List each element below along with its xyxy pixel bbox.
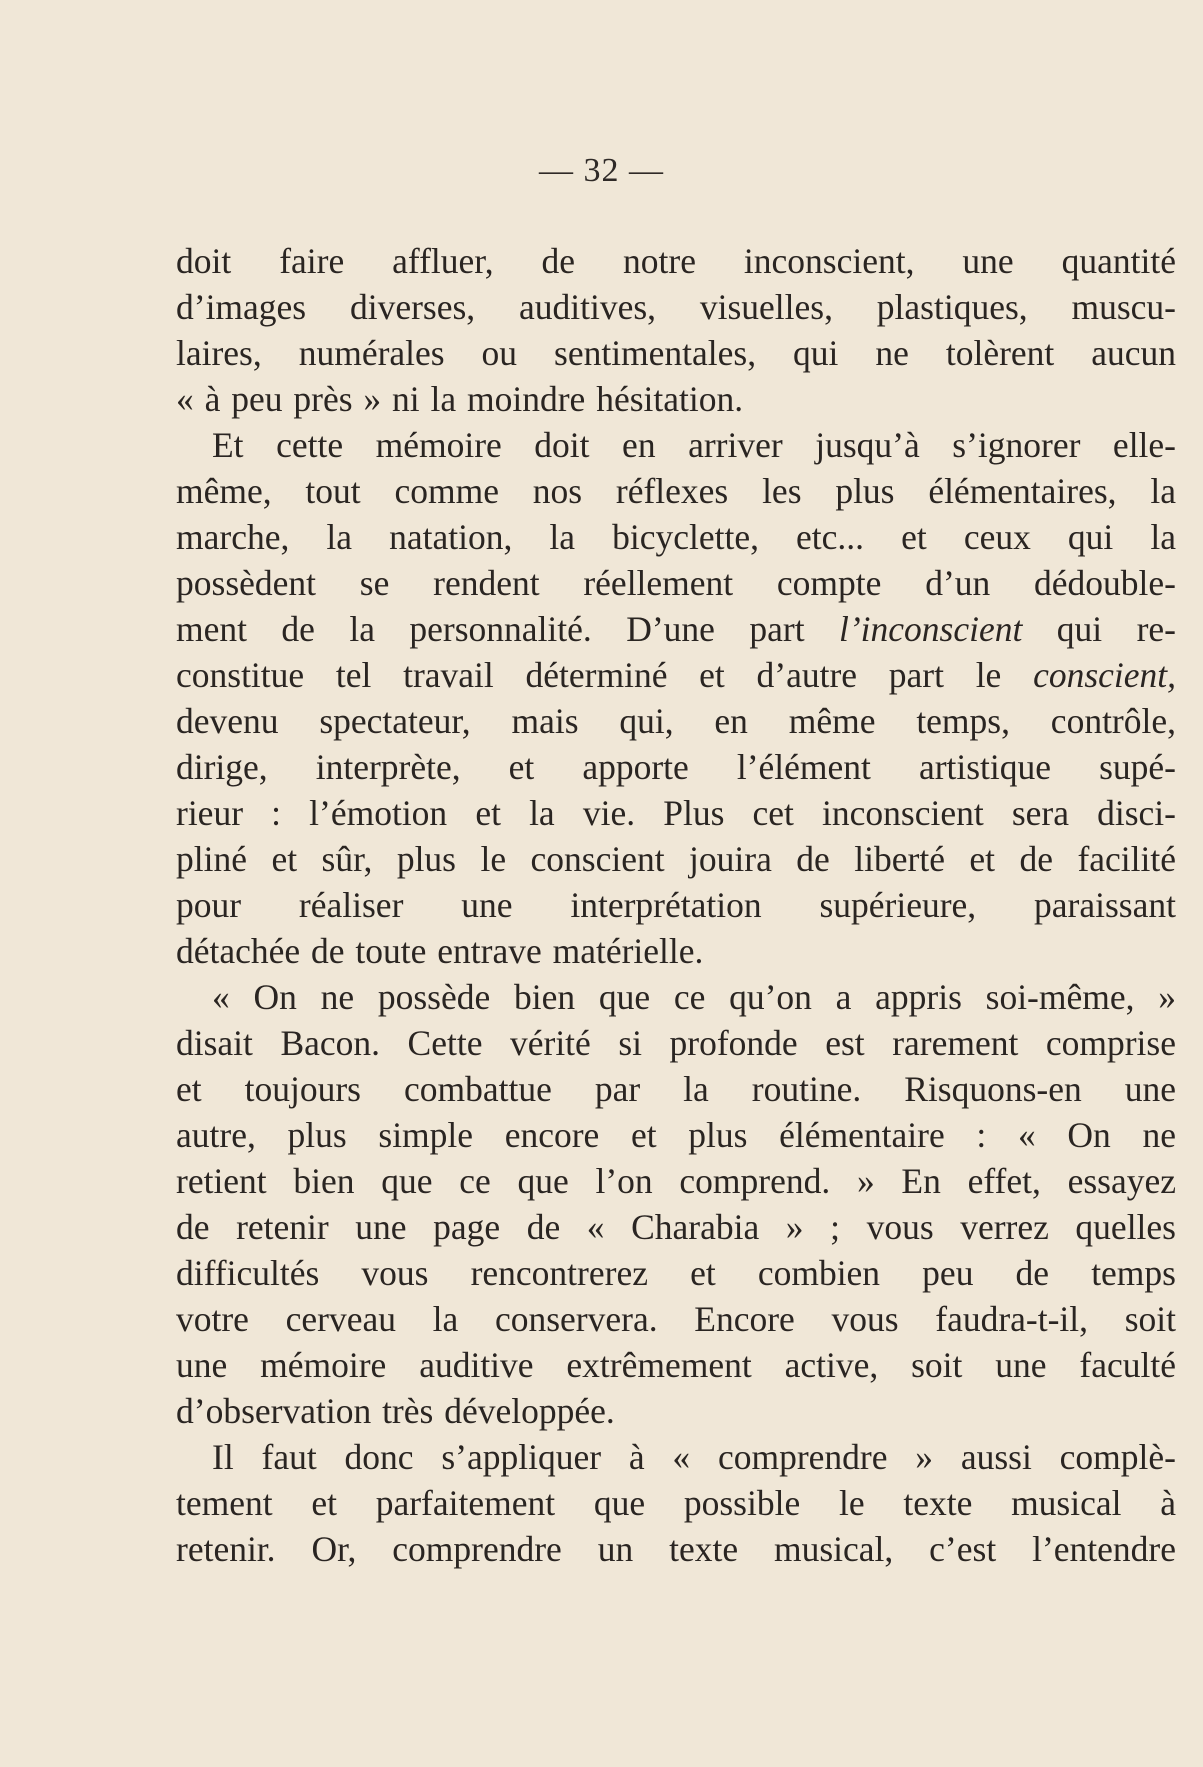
text-line xyxy=(176,652,1176,698)
text-line: votre cerveau la conservera. Encore vous faudra-t-il, soit xyxy=(176,1299,1176,1339)
body-text xyxy=(176,238,1176,1572)
text-line: d’images diverses, auditives, visuelles, plastiques, muscu- xyxy=(176,287,1176,327)
text-line: Il faut donc s’appliquer à « comprendre » aussi complè- xyxy=(212,1437,1176,1477)
text-line: « à peu près » ni la moindre hésitation. xyxy=(176,379,744,419)
text-line: laires, numérales ou sentimentales, qui ne tolèrent aucun xyxy=(176,333,1176,373)
text-line: difficultés vous rencontrerez et combien peu de temps xyxy=(176,1253,1176,1293)
page-number: — 32 — xyxy=(539,152,664,189)
text-line: pour réaliser une interprétation supérieure, paraissant xyxy=(176,885,1176,925)
text-line: et toujours combattue par la routine. Risquons-en une xyxy=(176,1069,1176,1109)
text-line: marche, la natation, la bicyclette, etc... et ceux qui la xyxy=(176,517,1176,557)
text-line: dirige, interprète, et apporte l’élément artistique supé- xyxy=(176,747,1176,787)
text-line: disait Bacon. Cette vérité si profonde est rarement comprise xyxy=(176,1023,1176,1063)
text-line: doit faire affluer, de notre inconscient, une quantité xyxy=(176,241,1176,281)
text-fragment: constitue tel travail déterminé et d’autre part le xyxy=(176,655,1034,695)
text-line: même, tout comme nos réflexes les plus élémentaires, la xyxy=(176,471,1176,511)
text-line: pliné et sûr, plus le conscient jouira de liberté et de facilité xyxy=(176,839,1176,879)
italic-term: l’inconscient xyxy=(839,609,1023,649)
text-line: retenir. Or, comprendre un texte musical, c’est l’entendre xyxy=(176,1529,1176,1569)
text-fragment: qui re- xyxy=(1022,609,1176,649)
text-fragment: ment de la personnalité. D’une part xyxy=(176,609,839,649)
text-line: « On ne possède bien que ce qu’on a appris soi-même, » xyxy=(212,977,1176,1017)
text-line: possèdent se rendent réellement compte d’un dédouble- xyxy=(176,563,1176,603)
text-line: rieur : l’émotion et la vie. Plus cet inconscient sera disci- xyxy=(176,793,1176,833)
italic-term: conscient, xyxy=(1033,655,1176,695)
text-line: détachée de toute entrave matérielle. xyxy=(176,931,704,971)
text-line: devenu spectateur, mais qui, en même temps, contrôle, xyxy=(176,701,1176,741)
text-line xyxy=(176,606,1176,652)
text-line: une mémoire auditive extrêmement active, soit une faculté xyxy=(176,1345,1176,1385)
text-line: retient bien que ce que l’on comprend. » En effet, essayez xyxy=(176,1161,1176,1201)
text-line: Et cette mémoire doit en arriver jusqu’à s’ignorer elle- xyxy=(212,425,1176,465)
text-line: d’observation très développée. xyxy=(176,1391,615,1431)
text-line: autre, plus simple encore et plus élémentaire : « On ne xyxy=(176,1115,1176,1155)
text-line: tement et parfaitement que possible le texte musical à xyxy=(176,1483,1176,1523)
text-line: de retenir une page de « Charabia » ; vous verrez quelles xyxy=(176,1207,1176,1247)
